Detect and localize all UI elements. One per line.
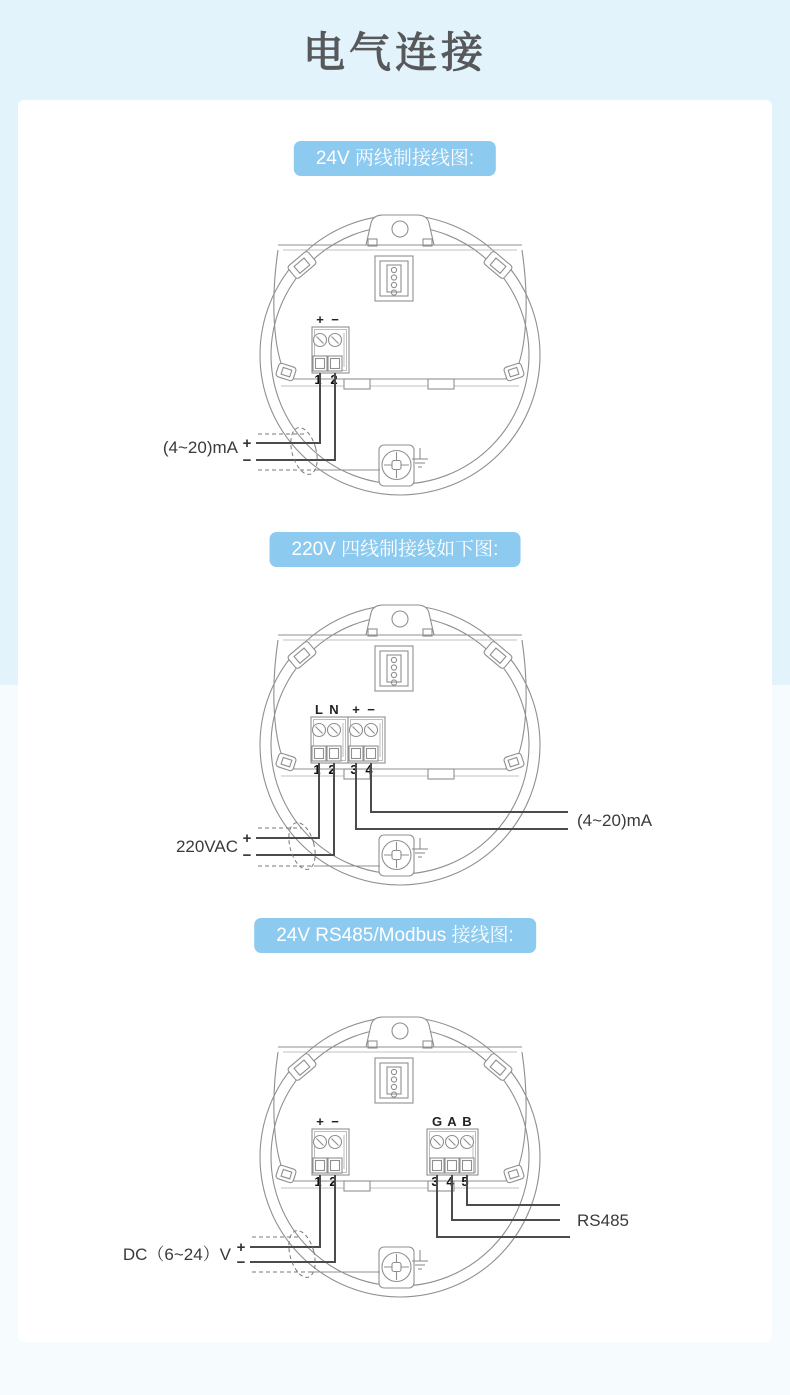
- housing-clip-icon: [287, 641, 317, 670]
- page-title: 电气连接: [302, 29, 487, 76]
- diagram-220v-four-wire: [100, 570, 710, 910]
- cable-name-label: RS485: [577, 1211, 629, 1230]
- housing-clip-icon: [275, 1165, 296, 1184]
- badge-24v-rs485: 24V RS485/Modbus 接线图:: [254, 918, 536, 953]
- housing-clip-icon: [503, 1165, 524, 1184]
- pole-label: +: [316, 1114, 324, 1129]
- badge-220v-four-wire: 220V 四线制接线如下图:: [270, 532, 521, 567]
- display-connector-icon: [375, 1058, 413, 1103]
- terminal-number: 5: [461, 1174, 469, 1189]
- housing-clip-icon: [483, 251, 513, 280]
- terminal-block-rs485: [427, 1129, 478, 1175]
- pole-label: +: [316, 312, 324, 327]
- housing-clip-icon: [287, 1053, 317, 1082]
- diagram-24v-rs485: [80, 1000, 700, 1312]
- terminal-number: 3: [350, 762, 358, 777]
- terminal-number: 1: [313, 762, 321, 777]
- device-housing: [260, 215, 540, 495]
- cable-name-label: (4~20)mA: [162, 438, 238, 457]
- housing-clip-icon: [287, 251, 317, 280]
- housing-clip-icon: [503, 363, 524, 382]
- polarity-plus-label: +: [236, 1239, 246, 1256]
- polarity-plus-label: +: [242, 830, 252, 847]
- pole-label: G: [431, 1114, 443, 1129]
- cable-name-label: (4~20)mA: [577, 811, 653, 830]
- housing-clip-icon: [503, 753, 524, 772]
- pole-label: B: [462, 1114, 472, 1129]
- polarity-minus-label: −: [242, 452, 252, 469]
- ground-screw-icon: [379, 835, 428, 876]
- terminal-number: 4: [446, 1174, 454, 1189]
- pole-label: +: [352, 702, 360, 717]
- housing-clip-icon: [275, 753, 296, 772]
- terminal-block-signal: [348, 717, 385, 763]
- pole-label: −: [367, 702, 375, 717]
- ground-screw-icon: [379, 1247, 428, 1288]
- polarity-minus-label: −: [242, 847, 252, 864]
- content-card: [18, 100, 772, 1342]
- cable-entry-dashes: [252, 1228, 380, 1281]
- pole-label: −: [331, 312, 339, 327]
- cable-name-label: DC（6~24）V: [122, 1245, 231, 1264]
- polarity-minus-label: −: [236, 1254, 246, 1271]
- display-connector-icon: [375, 256, 413, 301]
- display-connector-icon: [375, 646, 413, 691]
- terminal-number: 1: [314, 1174, 322, 1189]
- pole-label: N: [329, 702, 339, 717]
- terminal-number: 2: [329, 1174, 337, 1189]
- terminal-number: 1: [314, 372, 322, 387]
- terminal-block-power: [312, 1129, 349, 1175]
- device-housing: [260, 1017, 540, 1297]
- housing-clip-icon: [483, 641, 513, 670]
- terminal-block-power: [311, 717, 348, 763]
- terminal-number: 4: [365, 762, 373, 777]
- pole-label: L: [315, 702, 323, 717]
- polarity-plus-label: +: [242, 435, 252, 452]
- badge-24v-two-wire: 24V 两线制接线图:: [294, 141, 496, 176]
- housing-clip-icon: [275, 363, 296, 382]
- cable-name-label: 220VAC: [175, 837, 238, 856]
- terminal-block: [312, 327, 349, 373]
- pole-label: −: [331, 1114, 339, 1129]
- terminal-number: 2: [330, 372, 338, 387]
- device-housing: [260, 605, 540, 885]
- terminal-number: 3: [431, 1174, 439, 1189]
- pole-label: A: [447, 1114, 457, 1129]
- terminal-number: 2: [328, 762, 336, 777]
- diagram-24v-two-wire: [100, 180, 700, 510]
- ground-screw-icon: [379, 445, 428, 486]
- housing-clip-icon: [483, 1053, 513, 1082]
